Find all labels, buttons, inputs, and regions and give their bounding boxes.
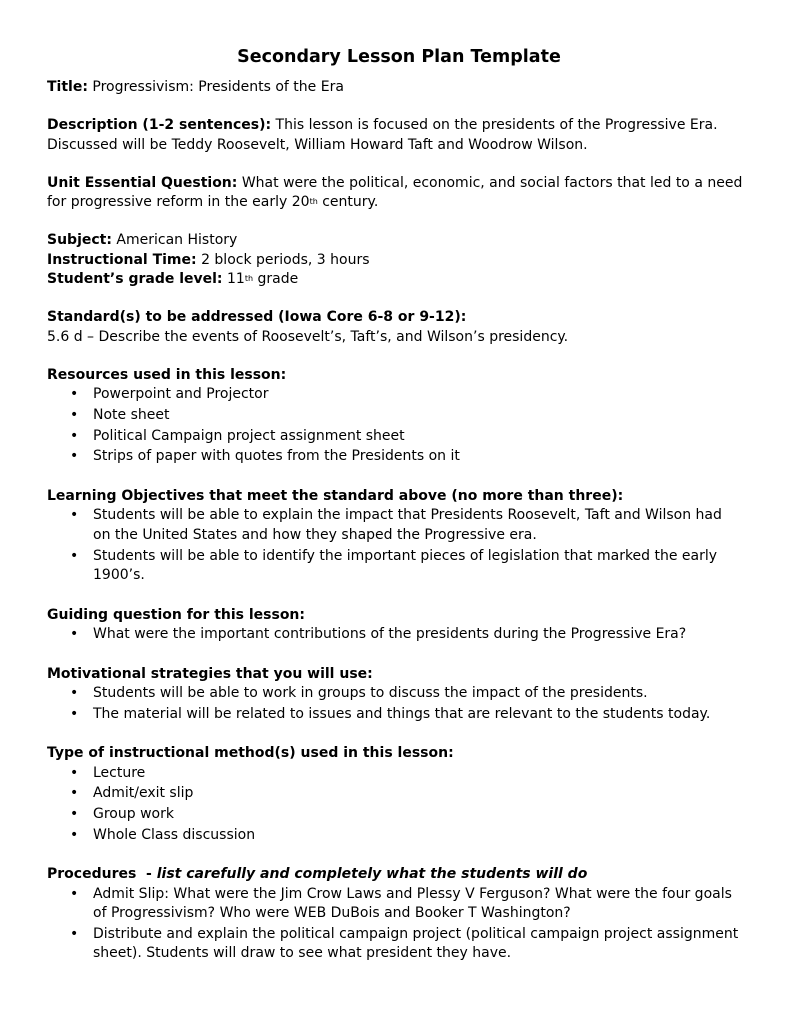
lesson-title-label: Title: xyxy=(47,79,88,95)
bullet-icon: • xyxy=(70,785,79,802)
instructional-time-row xyxy=(47,251,747,270)
guiding-question-heading: Guiding question for this lesson: xyxy=(47,606,306,623)
list-item: • Admit Slip: What were the Jim Crow Laws and Plessy V Ferguson? What were the four goals of Progressivism? Who were WEB DuBois and Booker T Washington? xyxy=(70,885,732,922)
list-item: • Admit/exit slip xyxy=(47,784,747,804)
resources-list xyxy=(47,385,747,467)
motivational-list xyxy=(47,684,747,724)
essential-question-label: Unit Essential Question: xyxy=(47,174,238,191)
essential-question-line-1: What were the political, economic, and social factors that led to a need xyxy=(241,174,743,191)
list-item: • What were the important contributions of the presidents during the Progressive Era? xyxy=(47,625,747,645)
objectives-heading: Learning Objectives that meet the standard above (no more than three): xyxy=(47,488,624,505)
bullet-icon: • xyxy=(70,448,79,465)
list-item: • The material will be related to issues and things that are relevant to the students today. xyxy=(47,705,747,725)
methods-heading: Type of instructional method(s) used in this lesson: xyxy=(47,745,454,762)
bullet-icon: • xyxy=(70,806,79,823)
list-item: • Strips of paper with quotes from the Presidents on it xyxy=(47,447,747,467)
list-item: • Distribute and explain the political campaign project (political campaign project assignment sheet). Students will draw to see what president they have. xyxy=(70,925,739,962)
bullet-icon: • xyxy=(70,764,79,781)
motivational-heading: Motivational strategies that you will use: xyxy=(47,665,373,682)
bullet-icon: • xyxy=(70,705,79,722)
list-item: • Note sheet xyxy=(47,406,747,426)
description-label: Description (1-2 sentences): xyxy=(47,117,272,134)
list-item: • Political Campaign project assignment sheet xyxy=(47,427,747,447)
bullet-icon: • xyxy=(70,885,79,902)
list-item: • Whole Class discussion xyxy=(47,826,747,846)
description-line-2: Discussed will be Teddy Roosevelt, William Howard Taft and Woodrow Wilson. xyxy=(47,136,588,153)
subject-row xyxy=(47,231,747,250)
document-page xyxy=(47,44,747,965)
subject-label: Subject: xyxy=(47,232,112,249)
bullet-icon: • xyxy=(70,547,79,564)
grade-level-row: Student’s grade level: 11th grade xyxy=(47,271,299,288)
instructional-time-label: Instructional Time: xyxy=(47,251,197,268)
lesson-title-value: Progressivism: Presidents of the Era xyxy=(92,79,344,95)
instructional-time-value: 2 block periods, 3 hours xyxy=(201,251,370,268)
essential-question-row xyxy=(47,174,747,193)
bullet-icon: • xyxy=(70,684,79,701)
grade-level-label: Student’s grade level: xyxy=(47,271,223,288)
page-title: Secondary Lesson Plan Template xyxy=(237,47,561,67)
resources-heading: Resources used in this lesson: xyxy=(47,366,287,383)
description-row xyxy=(47,116,747,135)
list-item: • Students will be able to explain the impact that Presidents Roosevelt, Taft and Wilson had on the United States and how they shaped the Progressive era. xyxy=(70,507,722,543)
list-item: • Students will be able to work in groups to discuss the impact of the presidents. xyxy=(47,684,747,704)
bullet-icon: • xyxy=(70,427,79,444)
standards-heading: Standard(s) to be addressed (Iowa Core 6-8 or 9-12): xyxy=(47,309,467,326)
bullet-icon: • xyxy=(70,507,79,524)
bullet-icon: • xyxy=(70,406,79,423)
list-item: • Students will be able to identify the important pieces of legislation that marked the early 1900’s. xyxy=(70,547,718,583)
bullet-icon: • xyxy=(70,826,79,843)
methods-list xyxy=(47,764,747,846)
bullet-icon: • xyxy=(70,925,79,942)
objectives-list xyxy=(47,506,747,585)
list-item: • Group work xyxy=(47,805,747,825)
procedures-heading: Procedures - list carefully and completely what the students will do xyxy=(47,866,588,883)
list-item: • Lecture xyxy=(47,764,747,784)
list-item: • Powerpoint and Projector xyxy=(47,385,747,405)
bullet-icon: • xyxy=(70,386,79,403)
lesson-title-row xyxy=(47,78,747,97)
bullet-icon: • xyxy=(70,625,79,642)
standards-text: 5.6 d – Describe the events of Roosevelt’s, Taft’s, and Wilson’s presidency. xyxy=(47,328,569,345)
description-line-1: This lesson is focused on the presidents of the Progressive Era. xyxy=(275,117,718,134)
procedures-list xyxy=(47,885,747,964)
guiding-question-list xyxy=(47,625,747,645)
essential-question-line-2: for progressive reform in the early 20th century. xyxy=(47,194,379,211)
subject-value: American History xyxy=(116,232,238,249)
